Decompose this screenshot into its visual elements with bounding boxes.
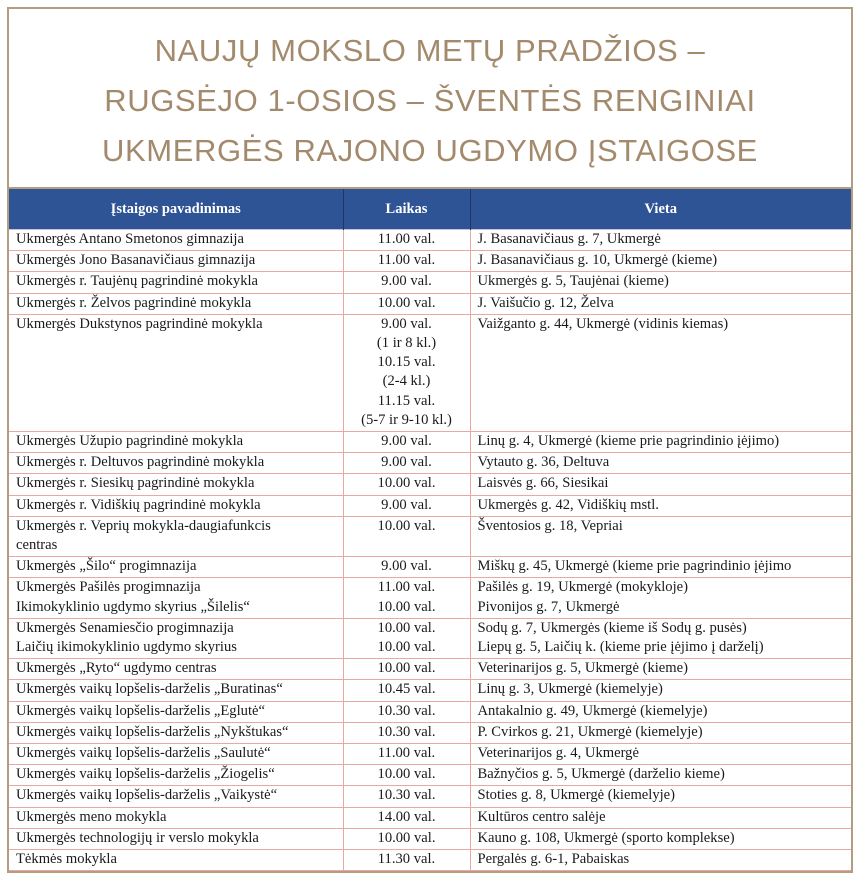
cell-institution: [9, 272, 343, 293]
poster-title-box: [7, 7, 853, 189]
cell-place: [470, 680, 851, 701]
cell-time-line: 11.15 val.: [377, 392, 436, 409]
cell-time: [343, 453, 470, 474]
cell-institution-line: Ukmergės r. Deltuvos pagrindinė mokykla: [16, 454, 265, 471]
cell-place-line: Antakalnio g. 49, Ukmergė (kiemelyje): [477, 702, 708, 719]
cell-time-line: (5-7 ir 9-10 kl.): [361, 411, 452, 428]
cell-place: [470, 432, 851, 453]
cell-place-line: Liepų g. 5, Laičių k. (kieme prie įėjimo į darželį): [477, 639, 764, 656]
cell-time: [343, 293, 470, 314]
table-row: [9, 850, 851, 871]
cell-time-line: 9.00 val.: [381, 433, 432, 450]
cell-time-line: 10.30 val.: [377, 723, 436, 740]
cell-time: [343, 722, 470, 743]
table-row: [9, 474, 851, 495]
cell-time-line: 14.00 val.: [377, 808, 436, 825]
cell-institution-line: Ukmergės r. Siesikų pagrindinė mokykla: [16, 475, 255, 492]
cell-place: [470, 722, 851, 743]
cell-institution-line: Ukmergės „Šilo“ progimnazija: [16, 558, 197, 575]
cell-institution-line: Ukmergės vaikų lopšelis-darželis „Nykštukas“: [16, 723, 289, 740]
cell-time-line: 9.00 val.: [381, 273, 432, 290]
table-row: [9, 578, 851, 618]
cell-place-line: J. Basanavičiaus g. 10, Ukmergė (kieme): [477, 252, 718, 269]
cell-time: [343, 557, 470, 578]
schedule-table: [9, 189, 851, 871]
cell-time-line: 10.00 val.: [377, 294, 436, 311]
cell-time-line: 10.30 val.: [377, 787, 436, 804]
cell-place-line: J. Vaišučio g. 12, Želva: [477, 294, 614, 311]
table-header-row: [9, 189, 851, 230]
cell-institution: [9, 680, 343, 701]
cell-time-line: 11.30 val.: [377, 851, 436, 868]
cell-place-line: Ukmergės g. 5, Taujėnai (kieme): [477, 273, 669, 290]
cell-institution-line: Ukmergės Jono Basanavičiaus gimnazija: [16, 252, 256, 269]
cell-institution: [9, 251, 343, 272]
cell-institution-line: Laičių ikimokyklinio ugdymo skyrius: [16, 639, 237, 656]
cell-time-line: 11.00 val.: [377, 252, 436, 269]
cell-place: [470, 251, 851, 272]
cell-place: [470, 230, 851, 251]
cell-institution-line: Ukmergės vaikų lopšelis-darželis „Eglutė“: [16, 702, 265, 719]
page-title-line-3: UKMERGĖS RAJONO UGDYMO ĮSTAIGOSE: [102, 133, 758, 168]
cell-time-line: 9.00 val.: [381, 315, 432, 332]
cell-place-line: Linų g. 3, Ukmergė (kiemelyje): [477, 681, 663, 698]
cell-time-line: 11.00 val.: [377, 745, 436, 762]
cell-place-line: Kauno g. 108, Ukmergė (sporto komplekse): [477, 829, 735, 846]
cell-time: [343, 850, 470, 871]
table-row: [9, 557, 851, 578]
cell-institution-line: Ukmergės vaikų lopšelis-darželis „Vaikystė“: [16, 787, 278, 804]
cell-institution: [9, 618, 343, 658]
cell-time: [343, 659, 470, 680]
cell-time: [343, 618, 470, 658]
cell-time-line: 11.00 val.: [377, 579, 436, 596]
cell-time: [343, 432, 470, 453]
cell-place: [470, 557, 851, 578]
cell-time: [343, 230, 470, 251]
cell-place: [470, 618, 851, 658]
table-row: [9, 807, 851, 828]
cell-time-line: 10.45 val.: [377, 681, 436, 698]
cell-institution-line: Tėkmės mokykla: [16, 851, 117, 868]
cell-institution: [9, 722, 343, 743]
table-row: [9, 230, 851, 251]
cell-place: [470, 786, 851, 807]
cell-time: [343, 701, 470, 722]
cell-place-line: Sodų g. 7, Ukmergės (kieme iš Sodų g. pusės): [477, 619, 747, 636]
cell-place-line: Veterinarijos g. 4, Ukmergė: [477, 745, 639, 762]
cell-institution-line: Ukmergės vaikų lopšelis-darželis „Saulutė“: [16, 745, 271, 762]
cell-place-line: Veterinarijos g. 5, Ukmergė (kieme): [477, 660, 688, 677]
cell-time-line: 9.00 val.: [381, 558, 432, 575]
cell-place-line: Vaižganto g. 44, Ukmergė (vidinis kiemas): [477, 315, 729, 332]
cell-institution: [9, 314, 343, 431]
cell-institution-line: Ukmergės Pašilės progimnazija: [16, 579, 201, 596]
cell-place: [470, 516, 851, 556]
column-header-time: Laikas: [343, 189, 470, 230]
cell-place-line: Šventosios g. 18, Vepriai: [477, 517, 623, 534]
cell-institution-line: Ukmergės r. Veprių mokykla-daugiafunkcis: [16, 517, 271, 534]
cell-institution: [9, 557, 343, 578]
cell-institution-line: Ukmergės Dukstynos pagrindinė mokykla: [16, 315, 263, 332]
cell-place-line: Ukmergės g. 42, Vidiškių mstl.: [477, 496, 659, 513]
cell-time-line: 10.00 val.: [377, 639, 436, 656]
cell-place-line: Pergalės g. 6-1, Pabaiskas: [477, 851, 630, 868]
cell-time-line: 10.00 val.: [377, 475, 436, 492]
cell-institution-line: Ukmergės vaikų lopšelis-darželis „Žiogelis“: [16, 766, 275, 783]
table-row: [9, 272, 851, 293]
table-row: [9, 765, 851, 786]
cell-time: [343, 314, 470, 431]
cell-place: [470, 474, 851, 495]
cell-institution: [9, 786, 343, 807]
cell-institution: [9, 453, 343, 474]
cell-institution: [9, 765, 343, 786]
table-row: [9, 251, 851, 272]
cell-institution: [9, 744, 343, 765]
cell-time-line: 9.00 val.: [381, 454, 432, 471]
cell-place: [470, 453, 851, 474]
table-row: [9, 495, 851, 516]
cell-place-line: Stoties g. 8, Ukmergė (kiemelyje): [477, 787, 676, 804]
table-row: [9, 680, 851, 701]
cell-institution: [9, 432, 343, 453]
cell-institution: [9, 578, 343, 618]
cell-institution-line: Ukmergės vaikų lopšelis-darželis „Buratinas“: [16, 681, 283, 698]
cell-place-line: J. Basanavičiaus g. 7, Ukmergė: [477, 231, 661, 247]
cell-time-line: 10.00 val.: [377, 517, 436, 534]
cell-place: [470, 314, 851, 431]
cell-institution-line: Ukmergės r. Taujėnų pagrindinė mokykla: [16, 273, 259, 290]
table-row: [9, 314, 851, 431]
table-row: [9, 744, 851, 765]
cell-institution-line: Ukmergės „Ryto“ ugdymo centras: [16, 660, 217, 677]
table-row: [9, 722, 851, 743]
table-header: [9, 189, 851, 230]
cell-institution: [9, 495, 343, 516]
cell-time-line: 10.00 val.: [377, 829, 436, 846]
cell-institution-line: Ukmergės meno mokykla: [16, 808, 167, 825]
table-row: [9, 701, 851, 722]
cell-institution: [9, 659, 343, 680]
cell-place: [470, 807, 851, 828]
cell-time: [343, 272, 470, 293]
cell-time: [343, 744, 470, 765]
table-row: [9, 618, 851, 658]
table-row: [9, 453, 851, 474]
cell-institution-line: Ukmergės technologijų ir verslo mokykla: [16, 829, 259, 846]
cell-time-line: 10.15 val.: [377, 354, 436, 371]
cell-institution-line: Ukmergės Antano Smetonos gimnazija: [16, 231, 244, 247]
cell-institution: [9, 293, 343, 314]
cell-institution-line: Ukmergės r. Želvos pagrindinė mokykla: [16, 294, 252, 311]
cell-time: [343, 474, 470, 495]
cell-place: [470, 272, 851, 293]
cell-time: [343, 807, 470, 828]
cell-place-line: Pivonijos g. 7, Ukmergė: [477, 598, 620, 615]
cell-time: [343, 786, 470, 807]
cell-time-line: (2-4 kl.): [382, 373, 431, 390]
cell-place: [470, 828, 851, 849]
schedule-table-wrapper: [7, 189, 853, 873]
column-header-place: Vieta: [470, 189, 851, 230]
table-row: [9, 786, 851, 807]
cell-place-line: P. Cvirkos g. 21, Ukmergė (kiemelyje): [477, 723, 703, 740]
cell-institution-line: centras: [16, 537, 58, 554]
cell-time-line: 10.30 val.: [377, 702, 436, 719]
cell-place-line: Pašilės g. 19, Ukmergė (mokykloje): [477, 579, 688, 596]
cell-institution-line: Ikimokyklinio ugdymo skyrius „Šilelis“: [16, 598, 250, 615]
cell-time-line: 11.00 val.: [377, 231, 436, 247]
page-title-line-1: NAUJŲ MOKSLO METŲ PRADŽIOS –: [154, 33, 706, 68]
cell-time: [343, 251, 470, 272]
cell-place-line: Laisvės g. 66, Siesikai: [477, 475, 609, 492]
cell-place: [470, 765, 851, 786]
cell-institution: [9, 230, 343, 251]
table-row: [9, 293, 851, 314]
cell-institution: [9, 850, 343, 871]
cell-place-line: Bažnyčios g. 5, Ukmergė (darželio kieme): [477, 766, 725, 783]
cell-time-line: 10.00 val.: [377, 766, 436, 783]
cell-place: [470, 659, 851, 680]
cell-institution: [9, 828, 343, 849]
cell-time: [343, 680, 470, 701]
cell-time: [343, 578, 470, 618]
cell-time: [343, 828, 470, 849]
cell-place-line: Miškų g. 45, Ukmergė (kieme prie pagrindinio įėjimo: [477, 558, 792, 575]
cell-time-line: 10.00 val.: [377, 660, 436, 677]
cell-place: [470, 578, 851, 618]
cell-time-line: 10.00 val.: [377, 619, 436, 636]
cell-place: [470, 495, 851, 516]
cell-time: [343, 765, 470, 786]
cell-institution-line: Ukmergės Užupio pagrindinė mokykla: [16, 433, 244, 450]
table-body: [9, 230, 851, 871]
cell-institution-line: Ukmergės r. Vidiškių pagrindinė mokykla: [16, 496, 261, 513]
table-row: [9, 516, 851, 556]
column-header-institution: Įstaigos pavadinimas: [9, 189, 343, 230]
table-row: [9, 659, 851, 680]
cell-time-line: (1 ir 8 kl.): [376, 335, 437, 352]
page-title-line-2: RUGSĖJO 1-OSIOS – ŠVENTĖS RENGINIAI: [104, 83, 756, 118]
cell-place-line: Vytauto g. 36, Deltuva: [477, 454, 610, 471]
cell-place-line: Linų g. 4, Ukmergė (kieme prie pagrindinio įėjimo): [477, 433, 780, 450]
table-row: [9, 828, 851, 849]
cell-institution: [9, 474, 343, 495]
cell-time-line: 9.00 val.: [381, 496, 432, 513]
cell-place: [470, 293, 851, 314]
cell-institution: [9, 807, 343, 828]
cell-institution: [9, 701, 343, 722]
cell-place: [470, 701, 851, 722]
cell-place: [470, 744, 851, 765]
cell-time: [343, 516, 470, 556]
cell-institution-line: Ukmergės Senamiesčio progimnazija: [16, 619, 234, 636]
cell-institution: [9, 516, 343, 556]
cell-place: [470, 850, 851, 871]
cell-place-line: Kultūros centro salėje: [477, 808, 606, 825]
cell-time-line: 10.00 val.: [377, 598, 436, 615]
cell-time: [343, 495, 470, 516]
table-row: [9, 432, 851, 453]
